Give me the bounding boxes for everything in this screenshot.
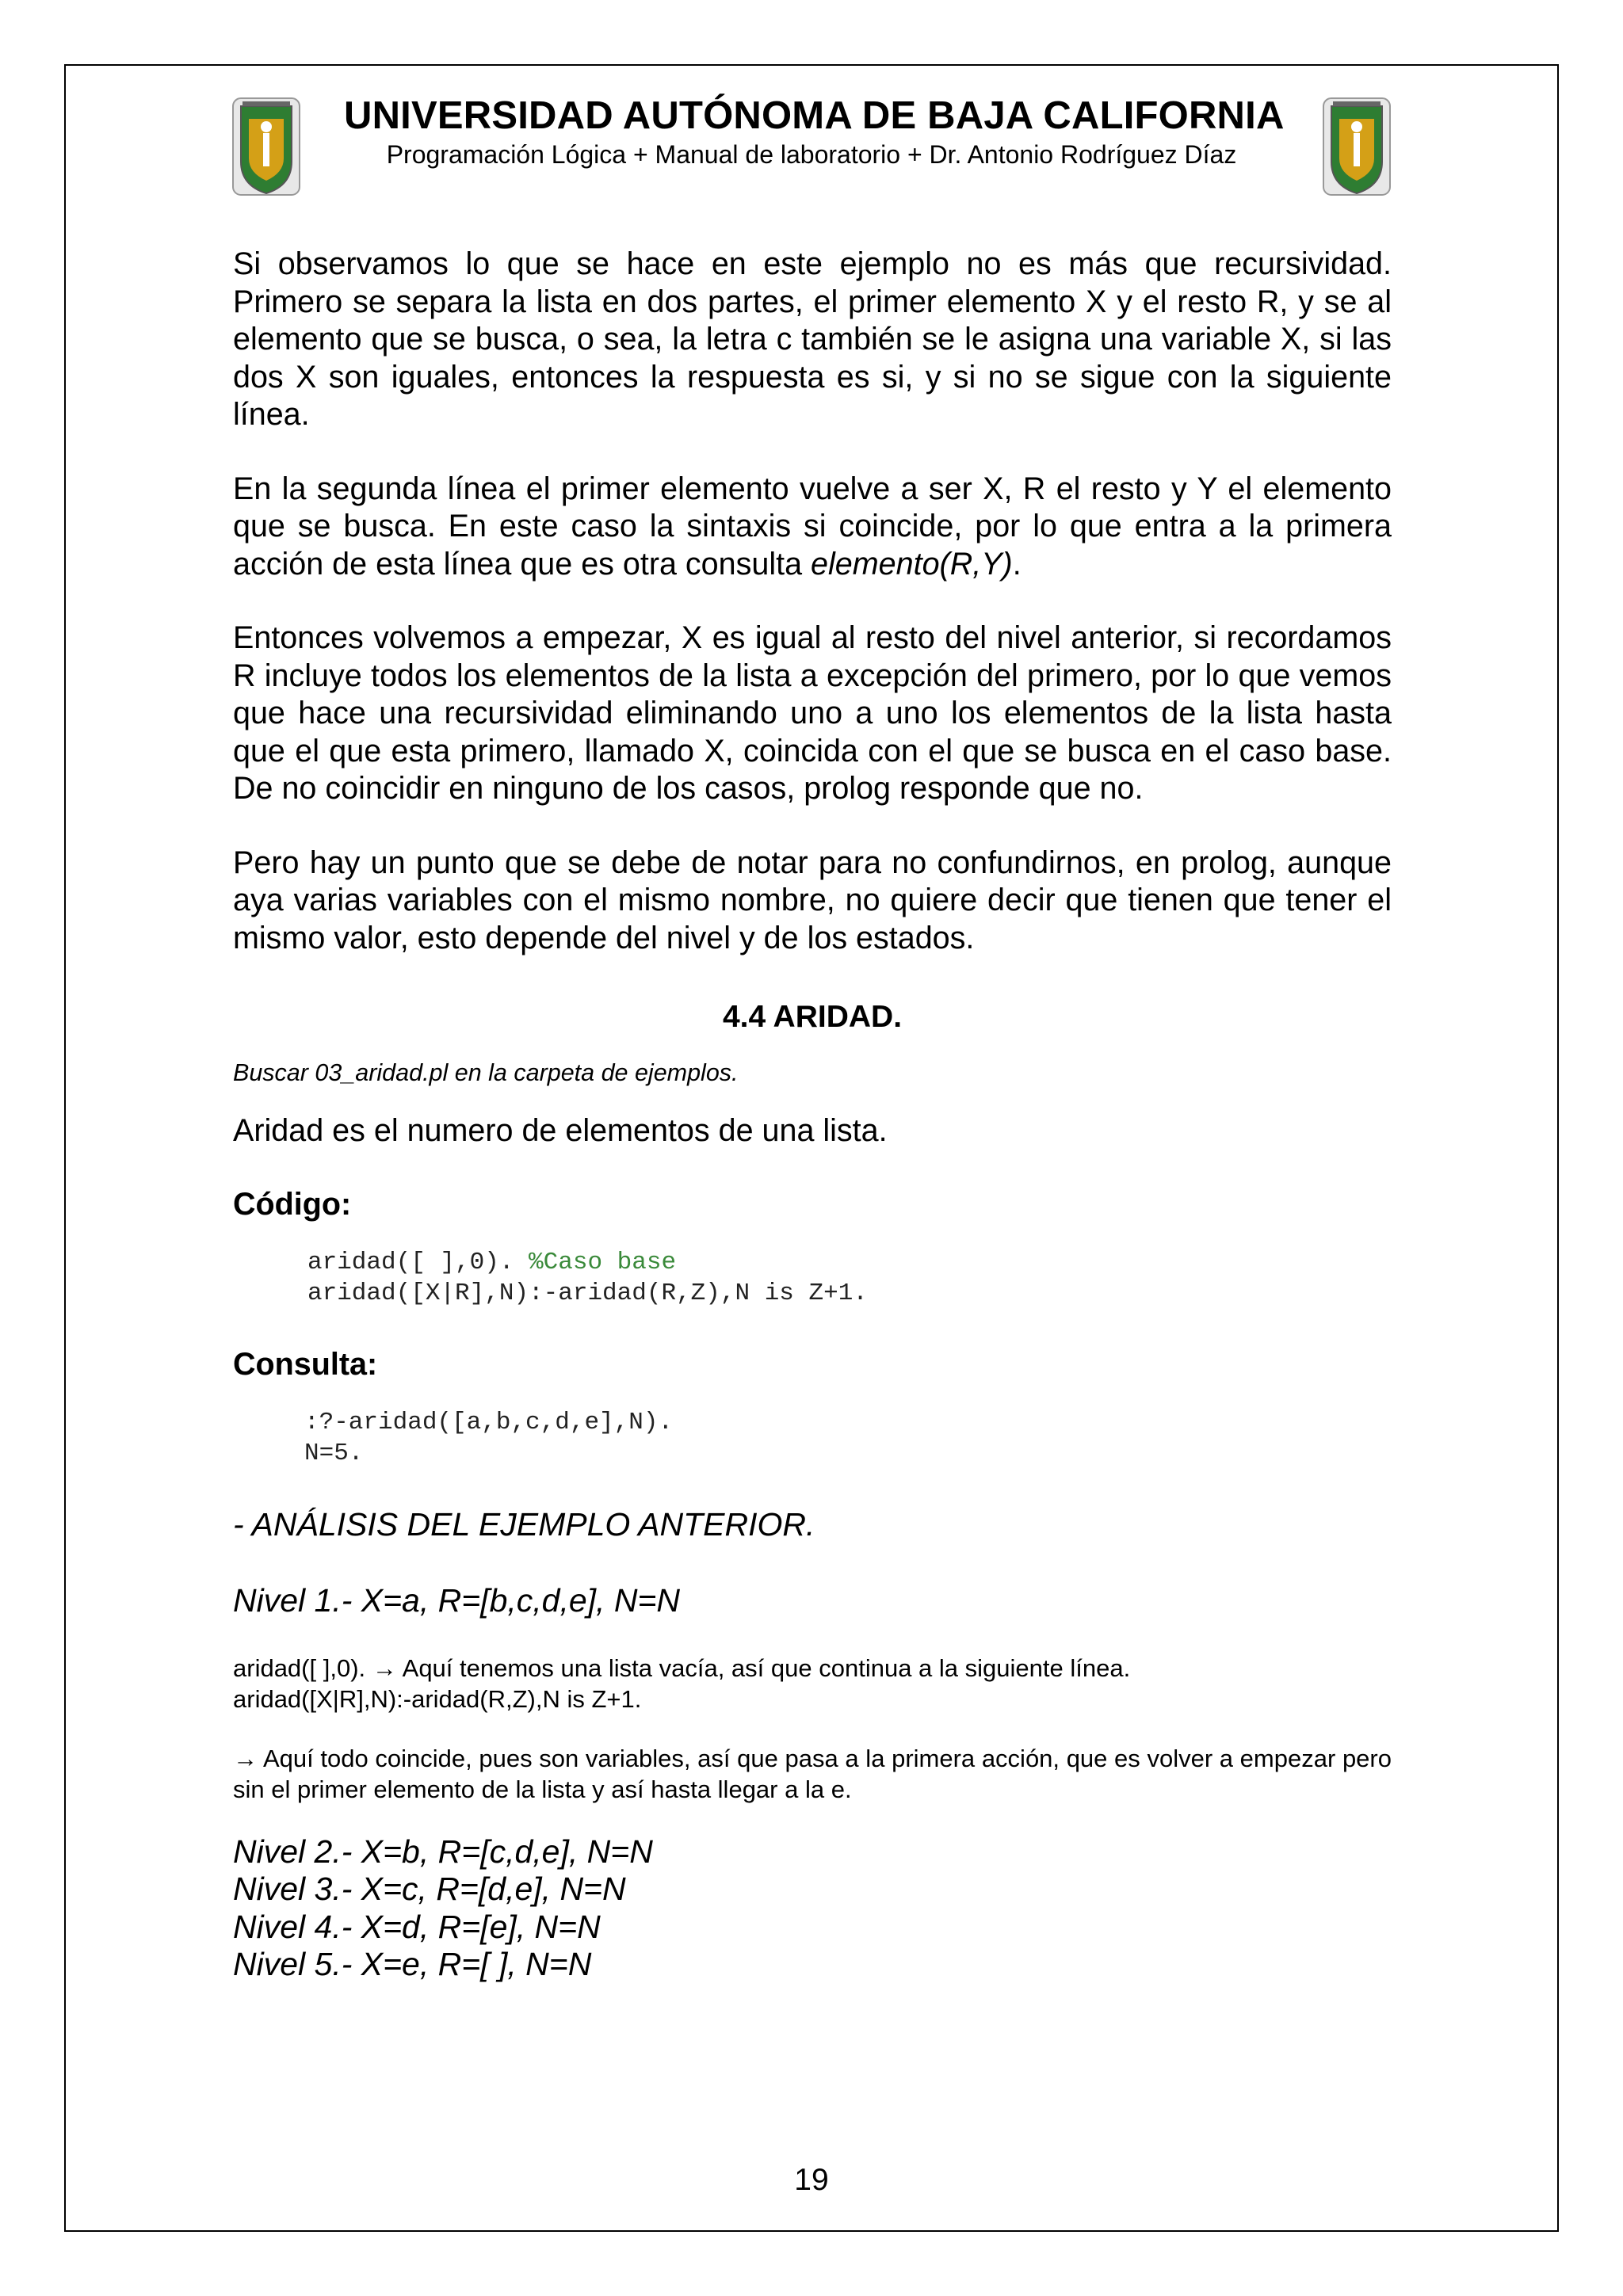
explanation-line-3: → Aquí todo coincide, pues son variables, así que pasa a la primera acción, que es volver a empezar pero sin el primer elemento de la lista y así hasta llegar a la e.: [233, 1744, 1392, 1803]
page-number: 19: [794, 2163, 829, 2197]
header-subtitle: Programación Lógica + Manual de laboratorio + Dr. Antonio Rodríguez Díaz: [386, 140, 1237, 169]
level-item: Nivel 2.- X=b, R=[c,d,e], N=N: [233, 1833, 653, 1870]
paragraph-start-again: Entonces volvemos a empezar, X es igual al resto del nivel anterior, si recordamos R incluye todos los elementos de la lista a excepción del primero, por lo que vemos que hace una recursividad eliminando uno a uno los elementos de la lista hasta que el que esta primero, llamado X, coincida con el que se busca en el caso base. De no coincidir en ninguno de los casos, prolog responde que no.: [233, 620, 1392, 806]
code-block: [307, 1247, 1392, 1309]
page-content: [233, 246, 1392, 1984]
query-block: [304, 1407, 1392, 1469]
paragraph-text: En la segunda línea el primer elemento vuelve a ser X, R el resto y Y el elemento que se busca. En este caso la sintaxis si coincide, por lo que entra a la primera acción de esta línea que es otra consulta: [233, 471, 1392, 582]
section-heading: 4.4 ARIDAD.: [722, 1000, 903, 1034]
query-line-2: N=5.: [304, 1439, 364, 1467]
levels-list: [233, 1833, 1392, 1984]
example-file-note: Buscar 03_aridad.pl en la carpeta de ejemplos.: [233, 1059, 739, 1086]
level-item: Nivel 5.- X=e, R=[ ], N=N: [233, 1946, 592, 1982]
level-item: Nivel 4.- X=d, R=[e], N=N: [233, 1908, 601, 1945]
level-item: Nivel 3.- X=c, R=[d,e], N=N: [233, 1871, 626, 1907]
query-line-1: :?-aridad([a,b,c,d,e],N).: [304, 1408, 674, 1436]
explanation-line-1: aridad([ ],0). → Aquí tenemos una lista vacía, así que continua a la siguiente línea.: [233, 1653, 1131, 1682]
analysis-heading: - ANÁLISIS DEL EJEMPLO ANTERIOR.: [233, 1505, 815, 1543]
aridad-definition: Aridad es el numero de elementos de una lista.: [233, 1113, 888, 1148]
header-title: UNIVERSIDAD AUTÓNOMA DE BAJA CALIFORNIA: [344, 94, 1285, 137]
code-line-2: aridad([X|R],N):-aridad(R,Z),N is Z+1.: [307, 1279, 868, 1307]
explanation-line-2: aridad([X|R],N):-aridad(R,Z),N is Z+1.: [233, 1684, 642, 1713]
code-comment: %Caso base: [529, 1248, 677, 1276]
paragraph-end: .: [1012, 546, 1022, 582]
query-label: Consulta:: [233, 1346, 378, 1382]
university-seal-left: [230, 95, 303, 198]
level-1: Nivel 1.- X=a, R=[b,c,d,e], N=N: [233, 1581, 680, 1619]
explanation-block: [233, 1653, 1392, 1714]
paragraph-emphasis: elemento(R,Y): [811, 546, 1013, 582]
paragraph-second-line: [233, 471, 1392, 584]
university-seal-right: [1320, 95, 1393, 198]
paragraph-variables-note: Pero hay un punto que se debe de notar para no confundirnos, en prolog, aunque aya varias variables con el mismo nombre, no quiere decir que tienen que tener el mismo valor, esto depende del nivel y de los estados.: [233, 845, 1392, 955]
paragraph-recursion-intro: Si observamos lo que se hace en este ejemplo no es más que recursividad. Primero se separa la lista en dos partes, el primer elemento X y el resto R, y se al elemento que se busca, o sea, la letra c también se le asigna una variable X, si las dos X son iguales, entonces la respuesta es si, y si no se sigue con la siguiente línea.: [233, 246, 1392, 432]
code-label: Código:: [233, 1186, 352, 1222]
code-line-1: aridad([ ],0).: [307, 1248, 529, 1276]
